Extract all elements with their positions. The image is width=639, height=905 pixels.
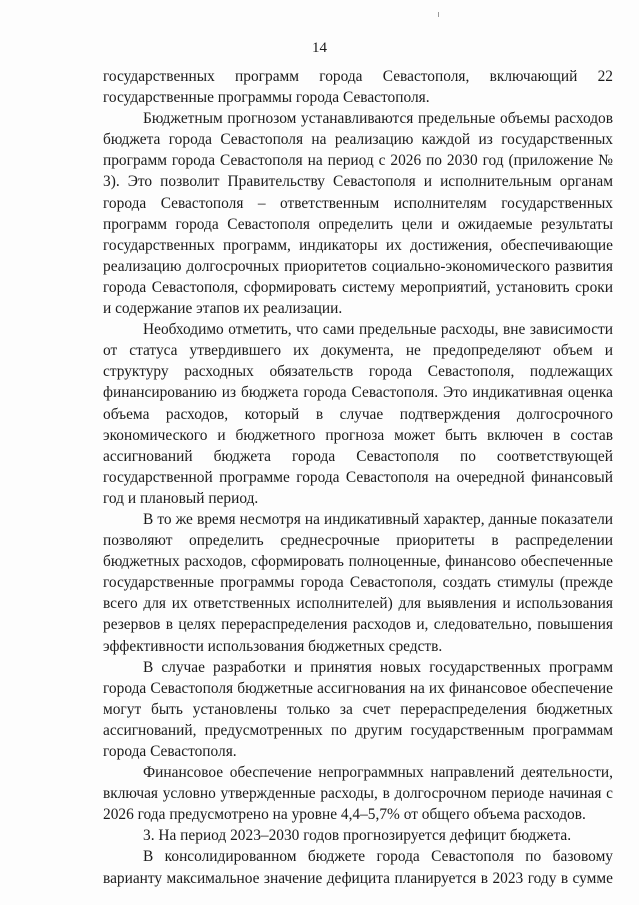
scan-mark: [438, 12, 439, 17]
paragraph-deficit-heading: 3. На период 2023–2030 годов прогнозируется дефицит бюджета.: [143, 827, 572, 845]
paragraph-non-program-expenses: Финансовое обеспечение непрограммных направлений деятельности, включая условно утвержденные расходы, в долгосрочном периоде начиная с 2026 года предусмотрено на уровне 4,4–5,7% от общего объема расходов.: [103, 764, 613, 824]
page-number: 14: [312, 40, 327, 56]
paragraph-consolidated-budget: В консолидированном бюджете города Севастополя по базовому варианту максимальное значение дефицита планируется в 2023 году в сумме: [103, 848, 613, 887]
paragraph-indicative-estimate: Необходимо отметить, что сами предельные расходы, вне зависимости от статуса утвердившего их документа, не предопределяют объем и структуру расходных обязательств города Севастополя, подлежащих финансированию из бюджета города Севастополя. Это индикативная оценка объема расходов, который в случае подтверждения долгосрочного экономического и бюджетного прогноза может быть включен в состав ассигнований бюджета города Севастополя по соответствующей государственной программе города Севастополя на очередной финансовый год и плановый период.: [103, 321, 613, 507]
document-body: [103, 66, 613, 889]
paragraph-continuation: государственных программ города Севастополя, включающий 22 государственные программы города Севастополя.: [103, 68, 613, 107]
paragraph-priorities: В то же время несмотря на индикативный характер, данные показатели позволяют определить среднесрочные приоритеты в распределении бюджетных расходов, сформировать полноценные, финансово обеспеченные государственные программы города Севастополя, создать стимулы (прежде всего для их ответственных исполнителей) для выявления и использования резервов в целях перераспределения расходов и, следовательно, повышения эффективности использования бюджетных средств.: [103, 510, 613, 655]
paragraph-new-programs: В случае разработки и принятия новых государственных программ города Севастополя бюджетные ассигнования на их финансовое обеспечение могут быть установлены только за счет перераспределения бюджетных ассигнований, предусмотренных по другим государственным программам города Севастополя.: [103, 658, 613, 760]
paragraph-budget-limits: Бюджетным прогнозом устанавливаются предельные объемы расходов бюджета города Севастополя на реализацию каждой из государственных программ города Севастополя на период с 2026 по 2030 год (приложение № 3). Это позволит Правительству Севастополя и исполнительным органам города Севастополя – ответственным исполнителям государственных программ города Севастополя определить цели и ожидаемые результаты государственных программ, индикаторы их достижения, обеспечивающие реализацию долгосрочных приоритетов социально-экономического развития города Севастополя, сформировать систему мероприятий, установить сроки и содержание этапов их реализации.: [103, 110, 613, 318]
